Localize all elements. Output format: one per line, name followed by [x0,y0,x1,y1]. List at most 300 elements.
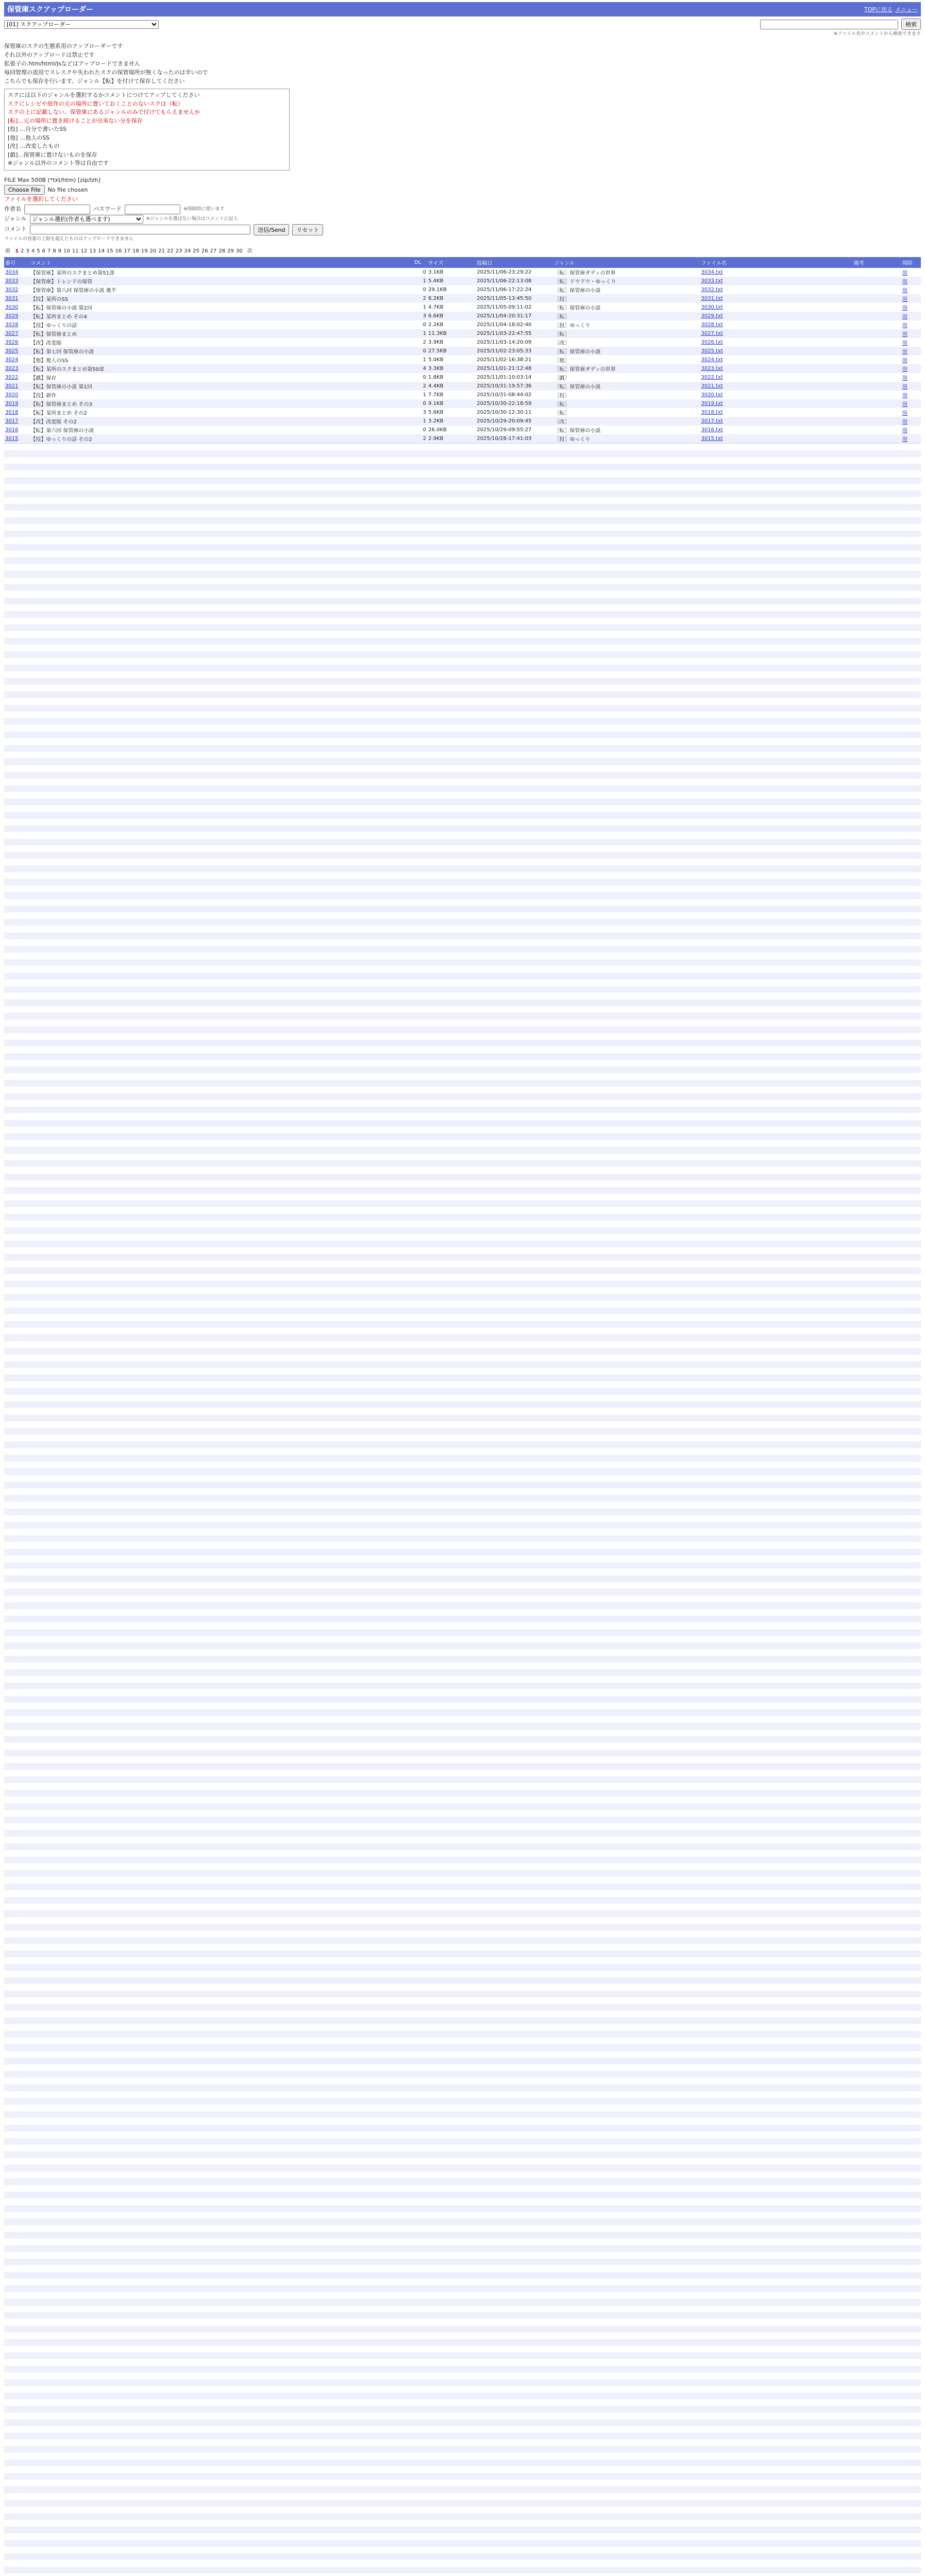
row-size: 5.6KB [428,410,444,416]
rules-line: [投] …自分で書いたSS [8,126,67,133]
row-genre: ［転］保管庫の小説 [554,306,601,312]
row-number[interactable]: 3028 [5,322,19,328]
page-header [4,2,921,16]
row-filename[interactable]: 3032.txt [701,287,723,293]
row-size: 11.3KB [427,329,476,338]
page-title: 保管庫スクアップローダー [7,6,94,14]
row-filename-cell [700,399,852,408]
pager-page[interactable]: 29 [227,248,234,255]
row-delete-link-cell [901,277,921,285]
top-link[interactable]: TOPに戻る [864,6,893,13]
row-remarks [853,347,901,355]
menu-link[interactable]: メニュー [895,6,918,13]
row-number-cell [4,408,29,417]
table-row [4,320,921,329]
row-filename-cell [700,434,852,443]
row-filename[interactable]: 3031.txt [701,296,723,302]
table-row [4,294,921,303]
row-number-cell [4,426,29,434]
row-comment: 【保管庫】トレンドの保管 [29,277,413,285]
row-delete-link[interactable]: 削 [902,297,907,303]
row-remarks [853,355,901,364]
row-remarks [853,373,901,382]
table-row [4,338,921,347]
row-delete-link-cell [901,426,921,434]
choose-file-button[interactable]: Choose File [4,185,45,195]
row-genre: ［投］ [554,393,570,399]
row-number-cell [4,347,29,355]
row-remarks [853,268,901,277]
pager-page[interactable]: 3 [26,248,29,255]
row-comment: 【転】第七回 保管庫の小説 [29,347,413,355]
row-genre: ［転］保管庫の小説 [553,382,700,391]
row-remarks [853,399,901,408]
pager-page[interactable]: 2 [21,248,24,255]
row-size: 7.7KB [428,392,444,398]
limits-note: ファイルの容量の上限を超えたものはアップロードできません [4,236,134,242]
row-genre: ［他］ [554,358,570,364]
row-filename-cell [700,320,852,329]
row-genre: ［転］ [554,411,570,417]
pager-page[interactable]: 15 [106,248,113,255]
col-number[interactable]: 番号 [4,257,29,268]
row-remarks [853,364,901,373]
row-comment: 【転】某所まとめ その4 [29,312,413,320]
pager-page[interactable]: 26 [201,248,208,255]
row-number[interactable]: 3033 [5,278,19,284]
row-remarks [853,303,901,312]
row-dl-count: 1 [423,392,427,398]
row-size: 27.5KB [427,347,476,355]
notice-line: こちらでも保存を行います。ジャンル【転】を付けて保存してください [4,78,185,85]
row-comment: 【転】保管庫まとめ その3 [29,399,413,408]
row-comment: 【改】改変版 その2 [29,417,413,426]
row-date: 2025/10/30-12:30:11 [477,410,532,416]
table-row [4,355,921,364]
comment-label: コメント [4,226,27,233]
row-delete-link[interactable]: 削 [902,358,907,364]
row-number[interactable]: 3023 [5,366,19,372]
pager-page[interactable]: 16 [115,248,122,255]
row-delete-link-cell [901,364,921,373]
row-number-cell [4,285,29,294]
row-delete-link[interactable]: 削 [902,367,907,373]
row-filename[interactable]: 3022.txt [701,375,723,381]
row-delete-link[interactable]: 削 [902,376,907,382]
row-filename[interactable]: 3015.txt [701,436,723,442]
row-genre: ［転］保管庫ダディの世界 [553,364,700,373]
row-date: 2025/10/28-17:41:03 [476,434,553,443]
row-remarks [853,391,901,399]
row-size: 26.0KB [428,427,447,433]
row-genre: ［投］ゆっくり [553,434,700,443]
row-delete-link-cell [901,268,921,277]
row-size: 5.4KB [427,277,476,285]
pager-page[interactable]: 5 [37,248,40,255]
pager-page[interactable]: 8 [53,248,56,255]
row-dl-count: 4 [413,364,427,373]
row-delete-link-cell [901,355,921,364]
pager-prev[interactable]: 前 [5,248,10,255]
row-date: 2025/11/05-09:11:02 [477,304,532,311]
row-delete-link[interactable]: 削 [902,288,907,294]
rules-line: スクの上に記載しない、保管庫にあるジャンルのみで付けてもらえませんか [8,109,200,116]
row-genre: ［投］ゆっくり [554,323,591,329]
row-dl-count: 0 [413,399,427,408]
row-filename-cell [700,338,852,347]
row-dl-count: 1 [413,417,427,426]
row-delete-link[interactable]: 削 [902,314,907,320]
col-filename[interactable]: ファイル名 [700,257,852,268]
pager-page[interactable]: 1 [15,248,19,255]
row-remarks [853,408,901,417]
pager-page[interactable]: 6 [42,248,46,255]
row-number[interactable]: 3031 [5,296,19,302]
row-remarks [853,285,901,294]
row-number[interactable]: 3021 [5,383,19,389]
row-remarks [853,329,901,338]
row-delete-link[interactable]: 削 [902,384,907,391]
row-dl-count: 3 [413,312,427,320]
pager-next[interactable]: 次 [247,248,253,255]
row-delete-link-cell [901,338,921,347]
row-filename[interactable]: 3019.txt [701,401,723,407]
pager [4,246,921,254]
row-filename[interactable]: 3024.txt [701,357,723,363]
notice-line: 保管庫のスクの生態系用のアップローダーです [4,43,123,49]
row-number[interactable]: 3032 [5,287,19,293]
row-filename-cell [700,391,852,399]
row-date: 2025/11/04-18:02:40 [477,322,532,328]
search-button[interactable]: 検索 [901,19,921,30]
upload-form [4,176,921,243]
row-filename[interactable]: 3018.txt [701,410,723,416]
row-delete-link[interactable]: 削 [902,411,907,417]
row-number-cell [4,399,29,408]
notice-line: それ以外のアップロードは禁止です [4,52,95,59]
row-comment: 【転】保管庫まとめ [29,329,413,338]
row-dl-count: 0 [423,427,427,433]
row-number-cell [4,320,29,329]
row-remarks [853,312,901,320]
pager-page[interactable]: 28 [218,248,226,255]
row-delete-link[interactable]: 削 [902,341,907,347]
row-comment: 【投】新作 [30,393,57,399]
row-delete-link-cell [901,294,921,303]
row-number[interactable]: 3029 [5,313,19,319]
table-row [4,373,921,382]
row-number-cell [4,338,29,347]
row-delete-link[interactable]: 削 [902,270,907,277]
row-delete-link[interactable]: 削 [902,332,907,338]
row-date: 2025/11/03-14:20:09 [477,340,532,346]
row-number-cell [4,355,29,364]
row-comment: 【転】某所のスクまとめ第50部 [29,364,413,373]
row-delete-link-cell [901,373,921,382]
row-delete-link-cell [901,391,921,399]
row-genre: ［転］保管庫の小説 [554,288,601,294]
row-remarks [853,294,901,303]
table-row [4,364,921,373]
col-date[interactable]: 投稿日 [476,257,553,268]
table-row [4,347,921,355]
password-note: ※削除時に使います [183,206,225,212]
pager-page[interactable]: 14 [98,248,105,255]
row-comment: 【転】某所まとめ その2 [30,411,87,417]
row-number[interactable]: 3015 [5,436,19,442]
row-genre: ［転］ [553,329,700,338]
row-number-cell [4,382,29,391]
row-number[interactable]: 3022 [5,375,19,381]
row-size: 1.8KB [428,375,444,381]
notice-line: 拡張子の.htm/html/jsなどはアップロードできません [4,60,140,67]
file-status: No file chosen [47,186,88,193]
pager-page[interactable]: 27 [210,248,217,255]
pager-page[interactable]: 11 [72,248,79,255]
row-number-cell [4,417,29,426]
row-comment: 【戯】保存 [30,376,57,382]
row-filename[interactable]: 3034.txt [701,269,723,276]
pager-page[interactable]: 4 [31,248,35,255]
row-remarks [853,417,901,426]
row-number-cell [4,294,29,303]
row-genre: ［転］ [553,399,700,408]
row-number-cell [4,391,29,399]
pager-page[interactable]: 25 [193,248,199,255]
table-row [4,277,921,285]
pager-page[interactable]: 18 [132,248,139,255]
row-genre: ［転］保管庫の小説 [554,428,601,434]
row-dl-count: 1 [423,304,427,311]
top-form [4,19,921,30]
pager-page[interactable]: 21 [158,248,165,255]
rules-line: [改] …改変したもの [8,143,60,150]
row-filename-cell [700,277,852,285]
row-comment: 【投】ゆっくりの話 その2 [29,434,413,443]
notice-line: 毎回管理の流用でスレスクや失われたスクの保管場所が無くなったのは辛いので [4,69,208,76]
search-note: ※ファイル名やコメントから検索できます [833,31,921,37]
row-dl-count: 1 [413,329,427,338]
row-filename-cell [700,355,852,364]
row-comment: 【転】第六回 保管庫の小説 [30,428,94,434]
row-comment: 【投】某所のSS [29,294,413,303]
col-size[interactable]: サイズ [427,257,476,268]
row-filename-cell [700,285,852,294]
row-number[interactable]: 3034 [5,269,19,276]
rules-line: [他] …他人のSS [8,134,50,141]
rules-line: [転]…元の場所に置き続けることが出来ない分を保存 [8,117,143,124]
row-size: 9.1KB [427,399,476,408]
row-comment: 【投】ゆっくりの話 [30,323,77,329]
row-delete-link[interactable]: 削 [902,349,907,355]
row-delete-link[interactable]: 削 [902,437,907,443]
row-genre: ［改］ [554,341,570,347]
row-size: 29.1KB [428,287,447,293]
row-delete-link-cell [901,417,921,426]
row-size: 4.4KB [427,382,476,391]
row-size: 3.1KB [428,269,444,276]
table-row [4,391,921,399]
row-number[interactable]: 3016 [5,427,19,433]
row-filename[interactable]: 3025.txt [701,348,723,354]
row-dl-count: 2 [413,382,427,391]
pager-page[interactable]: 12 [80,248,88,255]
col-comment[interactable]: コメント [29,257,413,268]
row-delete-link[interactable]: 削 [902,279,907,285]
row-comment: 【転】保管庫の小説 第2回 [30,306,92,312]
row-number-cell [4,364,29,373]
row-genre: ［転］保管庫の小説 [553,347,700,355]
table-row [4,434,921,443]
author-input[interactable] [24,205,90,214]
row-filename[interactable]: 3026.txt [701,340,723,346]
row-delete-link[interactable]: 削 [902,402,907,408]
col-delete: 削除 [901,257,921,268]
row-filename[interactable]: 3017.txt [701,418,723,425]
pager-page[interactable]: 23 [175,248,182,255]
row-dl-count: 1 [413,277,427,285]
row-filename[interactable]: 3028.txt [701,322,723,328]
row-filename[interactable]: 3016.txt [701,427,723,433]
row-number[interactable]: 3026 [5,340,19,346]
row-delete-link-cell [901,382,921,391]
row-remarks [853,382,901,391]
row-genre: ［転］ドウドウ・ゆっくり [553,277,700,285]
row-filename[interactable]: 3027.txt [701,331,723,337]
genre-select[interactable] [30,215,143,224]
pager-page[interactable]: 22 [166,248,174,255]
row-delete-link[interactable]: 削 [902,428,907,434]
pager-page[interactable]: 10 [63,248,70,255]
pager-page[interactable]: 17 [124,248,131,255]
row-delete-link[interactable]: 削 [902,323,907,329]
row-filename-cell [700,426,852,434]
select-note: ファイルを選択してください [4,196,78,203]
pager-page[interactable]: 13 [89,248,96,255]
row-date: 2025/11/06-17:22:24 [477,287,532,293]
row-genre: ［投］ [553,294,700,303]
row-filename-cell [700,312,852,320]
row-date: 2025/10/29-09:55:27 [477,427,532,433]
row-delete-link[interactable]: 削 [902,393,907,399]
row-comment: 【他】他人のSS [30,358,69,364]
row-size: 4.7KB [428,304,444,311]
row-dl-count: 0 [423,287,427,293]
row-date: 2025/11/01-10:03:14 [477,375,532,381]
row-genre: ［転］保管庫ダディの世界 [554,270,616,277]
row-filename[interactable]: 3033.txt [701,278,723,284]
row-dl-count: 0 [423,322,427,328]
search-input[interactable] [760,20,898,29]
pager-page[interactable]: 20 [149,248,157,255]
row-dl-count: 0 [423,269,427,276]
row-genre: ［改］ [553,417,700,426]
row-delete-link-cell [901,347,921,355]
row-filename-cell [700,268,852,277]
table-row [4,417,921,426]
row-filename-cell [700,294,852,303]
genre-note: ※ジャンルを選ばない場合はコメントに記入 [146,216,238,222]
table-row [4,268,921,277]
row-delete-link-cell [901,303,921,312]
table-row [4,312,921,320]
row-number[interactable]: 3018 [5,410,19,416]
row-delete-link-cell [901,399,921,408]
row-dl-count: 2 [413,434,427,443]
rules-line: スクには以下のジャンルを選択するかコメントにつけてアップしてください [8,92,200,99]
submit-button[interactable]: 送信/Send [254,224,289,235]
row-filename[interactable]: 3023.txt [701,366,723,372]
row-date: 2025/11/02-23:05:33 [476,347,553,355]
col-dl[interactable]: DL [413,257,427,268]
row-number[interactable]: 3030 [5,304,19,311]
row-number[interactable]: 3025 [5,348,19,354]
row-size: 2.9KB [427,434,476,443]
row-number-cell [4,277,29,285]
row-number-cell [4,312,29,320]
row-filename-cell [700,347,852,355]
row-delete-link[interactable]: 削 [902,419,907,426]
row-number[interactable]: 3027 [5,331,19,337]
pager-page[interactable]: 30 [236,248,243,255]
row-delete-link[interactable]: 削 [902,306,907,312]
row-date: 2025/11/01-21:12:48 [476,364,553,373]
row-number-cell [4,329,29,338]
row-filename[interactable]: 3021.txt [701,383,723,389]
password-input[interactable] [125,205,180,214]
row-remarks [853,434,901,443]
author-label: 作者名 [4,206,21,213]
row-delete-link-cell [901,312,921,320]
row-filename-cell [700,408,852,417]
table-row [4,426,921,434]
category-select[interactable] [4,20,159,29]
row-number[interactable]: 3017 [5,418,19,425]
row-number-cell [4,303,29,312]
row-number[interactable]: 3020 [5,392,19,398]
row-date: 2025/11/03-22:47:55 [476,329,553,338]
row-genre: ［戯］ [554,376,570,382]
row-dl-count: 1 [423,357,427,363]
row-date: 2025/11/05-13:45:50 [476,294,553,303]
table-row [4,408,921,417]
row-filename[interactable]: 3020.txt [701,392,723,398]
row-delete-link-cell [901,408,921,417]
row-remarks [853,338,901,347]
pager-page[interactable]: 19 [141,248,148,255]
col-genre[interactable]: ジャンル [553,257,700,268]
file-label: FILE Max 500B (*txt/htm) [zip/lzh] [4,176,100,183]
row-number[interactable]: 3019 [5,401,19,407]
row-filename-cell [700,364,852,373]
row-filename[interactable]: 3029.txt [701,313,723,319]
rules-box [4,89,290,171]
row-size: 6.6KB [427,312,476,320]
row-filename-cell [700,329,852,338]
row-number[interactable]: 3024 [5,357,19,363]
row-comment: 【保管庫】第八回 保管庫の小説 後半 [30,288,116,294]
pager-page[interactable]: 7 [47,248,51,255]
row-size: 8.2KB [427,294,476,303]
comment-input[interactable] [30,225,250,234]
row-filename[interactable]: 3030.txt [701,304,723,311]
pager-page[interactable]: 24 [184,248,191,255]
row-number-cell [4,268,29,277]
row-date: 2025/11/04-20:31:17 [476,312,553,320]
row-dl-count: 2 [413,294,427,303]
reset-button[interactable]: リセット [292,224,323,235]
pager-page[interactable]: 9 [58,248,62,255]
